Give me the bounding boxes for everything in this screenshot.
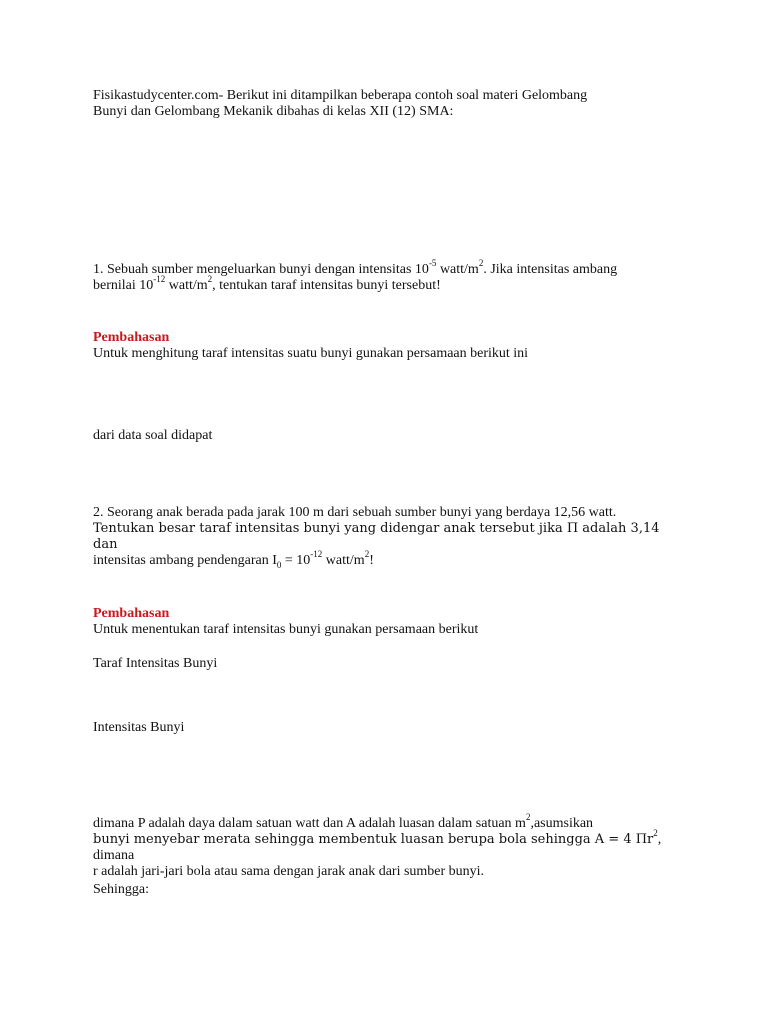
q2-line-1: 2. Seorang anak berada pada jarak 100 m dari sebuah sumber bunyi yang berdaya 12,56 watt. (93, 505, 617, 520)
q2-line-3-b: = 10 (281, 553, 311, 568)
q2-line-3-d: ! (369, 553, 374, 568)
intro-line-1: Fisikastudycenter.com- Berikut ini ditampilkan beberapa contoh soal materi Gelombang (93, 88, 588, 103)
explanation-line-1-b: ,asumsikan (530, 816, 594, 831)
q2-line-3-c: watt/m (322, 553, 365, 568)
label-intensitas-bunyi: Intensitas Bunyi (93, 720, 185, 735)
explanation-sup-2: 2 (653, 828, 658, 839)
pembahasan-2 (93, 606, 683, 638)
q1-text-d: bernilai 10 (93, 278, 154, 293)
intro-paragraph (93, 88, 683, 120)
explanation-line-2-a: bunyi menyebar merata sehingga membentuk luasan berupa bola sehingga A = 4 Πr (93, 832, 654, 847)
q2-line-3-a: intensitas ambang pendengaran I (93, 553, 277, 568)
q1-text-e: watt/m (165, 278, 208, 293)
pembahasan-2-explanation (93, 812, 683, 880)
label-taraf-intensitas: Taraf Intensitas Bunyi (93, 656, 218, 671)
pembahasan-2-heading: Pembahasan (93, 606, 170, 621)
explanation-sup-1: 2 (525, 812, 531, 823)
q1-text-a: 1. Sebuah sumber mengeluarkan bunyi dengan intensitas 10 (93, 262, 429, 277)
sehingga-label: Sehingga: (93, 882, 149, 897)
intro-line-2: Bunyi dan Gelombang Mekanik dibahas di kelas XII (12) SMA: (93, 104, 454, 119)
pembahasan-1 (93, 330, 683, 362)
question-2 (93, 505, 683, 569)
q1-text-f: , tentukan taraf intensitas bunyi tersebut! (212, 278, 441, 293)
explanation-line-2-b: , dimana (93, 832, 662, 863)
pembahasan-1-heading: Pembahasan (93, 330, 170, 345)
question-1 (93, 258, 683, 294)
pembahasan-2-text: Untuk menentukan taraf intensitas bunyi gunakan persamaan berikut (93, 622, 479, 637)
explanation-line-3: r adalah jari-jari bola atau sama dengan jarak anak dari sumber bunyi. (93, 864, 485, 879)
pembahasan-1-text: Untuk menghitung taraf intensitas suatu bunyi gunakan persamaan berikut ini (93, 346, 529, 361)
pembahasan-1-data-text: dari data soal didapat (93, 428, 213, 443)
q1-text-c: . Jika intensitas ambang (483, 262, 618, 277)
q2-sub-0: 0 (276, 559, 282, 570)
q1-text-b: watt/m (436, 262, 479, 277)
q2-line-2: Tentukan besar taraf intensitas bunyi yang didengar anak tersebut jika Π adalah 3,14 dan (93, 521, 660, 552)
q2-sup-12: -12 (310, 549, 323, 560)
q1-sup-b: 2 (478, 258, 484, 269)
q1-sup-d: -12 (153, 274, 166, 285)
q1-sup-a: -5 (428, 258, 437, 269)
q1-sup-e: 2 (207, 274, 213, 285)
explanation-line-1-a: dimana P adalah daya dalam satuan watt dan A adalah luasan dalam satuan m (93, 816, 526, 831)
q2-sup-2: 2 (364, 549, 370, 560)
